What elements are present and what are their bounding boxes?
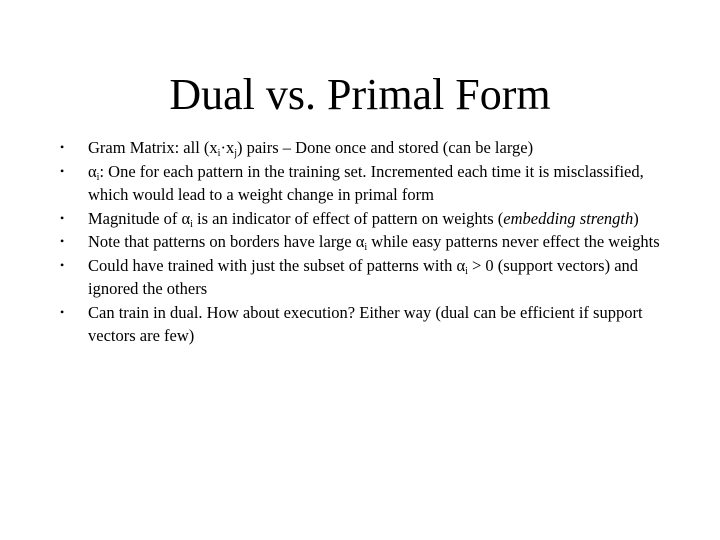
bullet-text: Could have trained with just the subset of patterns with α <box>88 255 466 275</box>
bullet-alpha-definition <box>54 160 674 207</box>
subscript: j <box>234 148 237 159</box>
subscript: i <box>465 265 468 277</box>
bullet-list <box>54 136 674 348</box>
bullet-dot-icon: • <box>60 257 65 272</box>
bullet-text: while easy patterns never effect the weights <box>367 232 660 251</box>
subscript: i <box>217 148 221 159</box>
bullet-dot-icon: • <box>60 234 65 248</box>
bullet-gram-matrix <box>54 136 674 160</box>
bullet-dot-icon: • <box>60 210 65 225</box>
bullet-text: Can train in dual. How about execution? Either way (dual can be efficient if support vectors are few) <box>88 302 643 345</box>
bullet-borders <box>54 230 674 254</box>
subscript: i <box>364 242 368 253</box>
bullet-dot-icon: • <box>60 140 65 154</box>
bullet-execution <box>54 301 674 348</box>
bullet-text: Magnitude of α <box>88 208 191 228</box>
bullet-text: is an indicator of effect of pattern on weights ( <box>192 208 504 228</box>
bullet-support-vectors <box>54 254 674 301</box>
slide-title: Dual vs. Primal Form <box>169 70 551 119</box>
emphasis-text: embedding strength <box>503 208 634 228</box>
bullet-text: ·x <box>220 138 235 157</box>
subscript: i <box>190 218 193 230</box>
bullet-text: Gram Matrix: all (x <box>88 138 218 157</box>
bullet-text: : One for each pattern in the training set. Incremented each time it is misclassified, which would lead to a weight change in primal form <box>88 161 644 204</box>
bullet-text: α <box>88 161 97 181</box>
bullet-dot-icon: • <box>60 304 65 319</box>
subscript: i <box>96 171 100 183</box>
bullet-text: > 0 (support vectors) and ignored the others <box>88 255 639 298</box>
bullet-dot-icon: • <box>60 163 65 178</box>
bullet-text: Note that patterns on borders have large α <box>88 232 365 251</box>
bullet-text: ) <box>633 208 639 228</box>
bullet-text: ) pairs – Done once and stored (can be large) <box>236 138 534 157</box>
bullet-magnitude <box>54 207 674 231</box>
